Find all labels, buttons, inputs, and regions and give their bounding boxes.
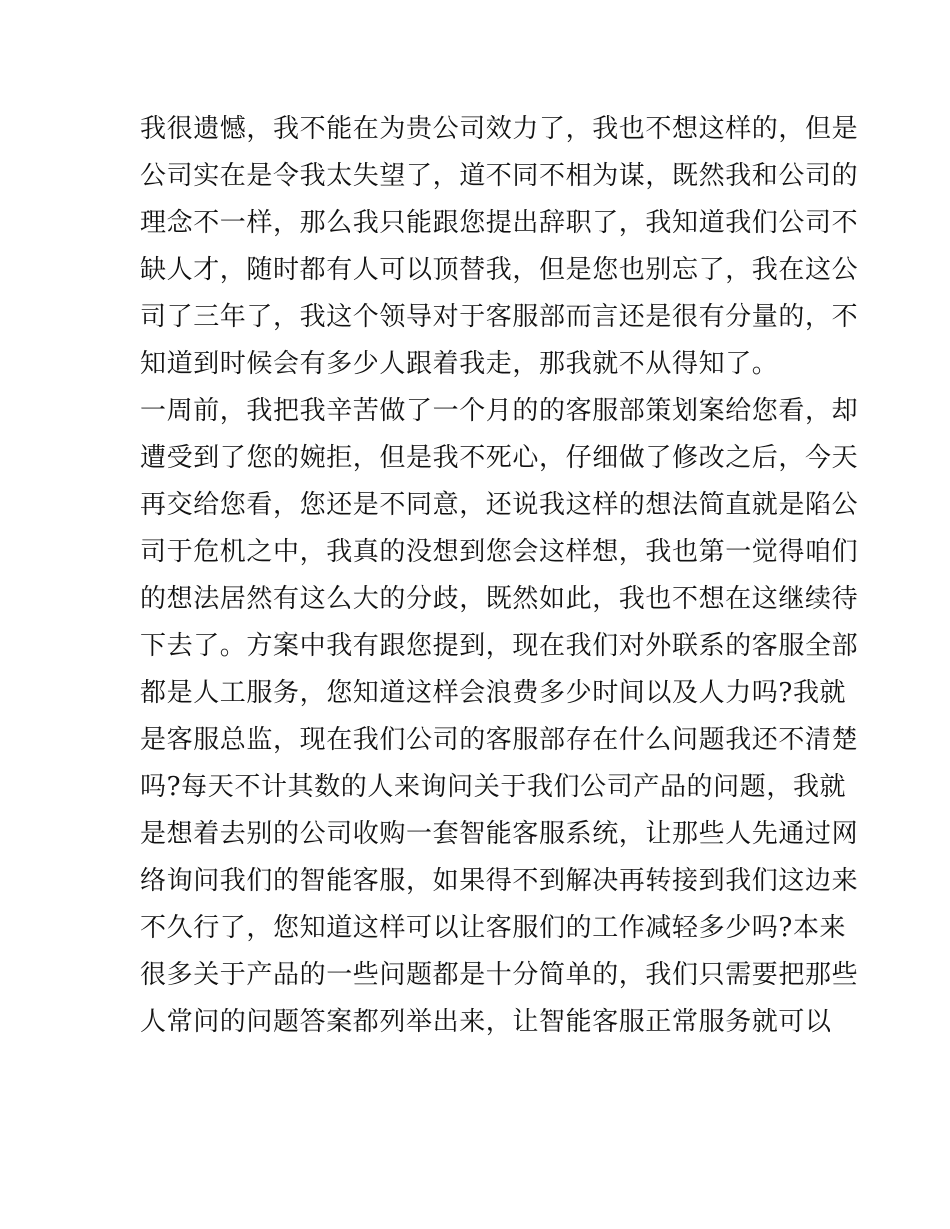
text-line: 是客服总监，现在我们公司的客服部存在什么问题我还不清楚 [140,725,859,755]
text-line: 下去了。方案中我有跟您提到，现在我们对外联系的客服全部 [140,631,859,661]
text-line: 再交给您看，您还是不同意，还说我这样的想法简直就是陷公 [140,490,859,520]
text-line: 我很遗憾，我不能在为贵公司效力了，我也不想这样的，但是 [140,114,859,144]
text-line: 是想着去别的公司收购一套智能客服系统，让那些人先通过网 [140,819,859,849]
text-line: 司了三年了，我这个领导对于客服部而言还是很有分量的，不 [140,302,859,332]
text-line: 公司实在是令我太失望了，道不同不相为谋，既然我和公司的 [140,161,859,191]
text-line: 络询问我们的智能客服，如果得不到解决再转接到我们这边来 [140,866,859,896]
text-line: 遭受到了您的婉拒，但是我不死心，仔细做了修改之后，今天 [140,443,859,473]
text-line: 理念不一样，那么我只能跟您提出辞职了，我知道我们公司不 [140,208,859,238]
text-line: 不久行了，您知道这样可以让客服们的工作减轻多少吗?本来 [140,913,847,943]
text-line: 很多关于产品的一些问题都是十分简单的，我们只需要把那些 [140,960,859,990]
text-line: 缺人才，随时都有人可以顶替我，但是您也别忘了，我在这公 [140,255,859,285]
text-line: 司于危机之中，我真的没想到您会这样想，我也第一觉得咱们 [140,537,859,567]
text-line: 都是人工服务，您知道这样会浪费多少时间以及人力吗?我就 [140,678,847,708]
text-line: 人常问的问题答案都列举出来，让智能客服正常服务就可以 [140,1007,832,1037]
text-line: 吗?每天不计其数的人来询问关于我们公司产品的问题，我就 [140,772,847,802]
text-line: 一周前，我把我辛苦做了一个月的的客服部策划案给您看，却 [140,396,859,426]
text-line: 的想法居然有这么大的分歧，既然如此，我也不想在这继续待 [140,584,859,614]
text-line: 知道到时候会有多少人跟着我走，那我就不从得知了。 [140,349,779,379]
body-text [140,106,859,1046]
